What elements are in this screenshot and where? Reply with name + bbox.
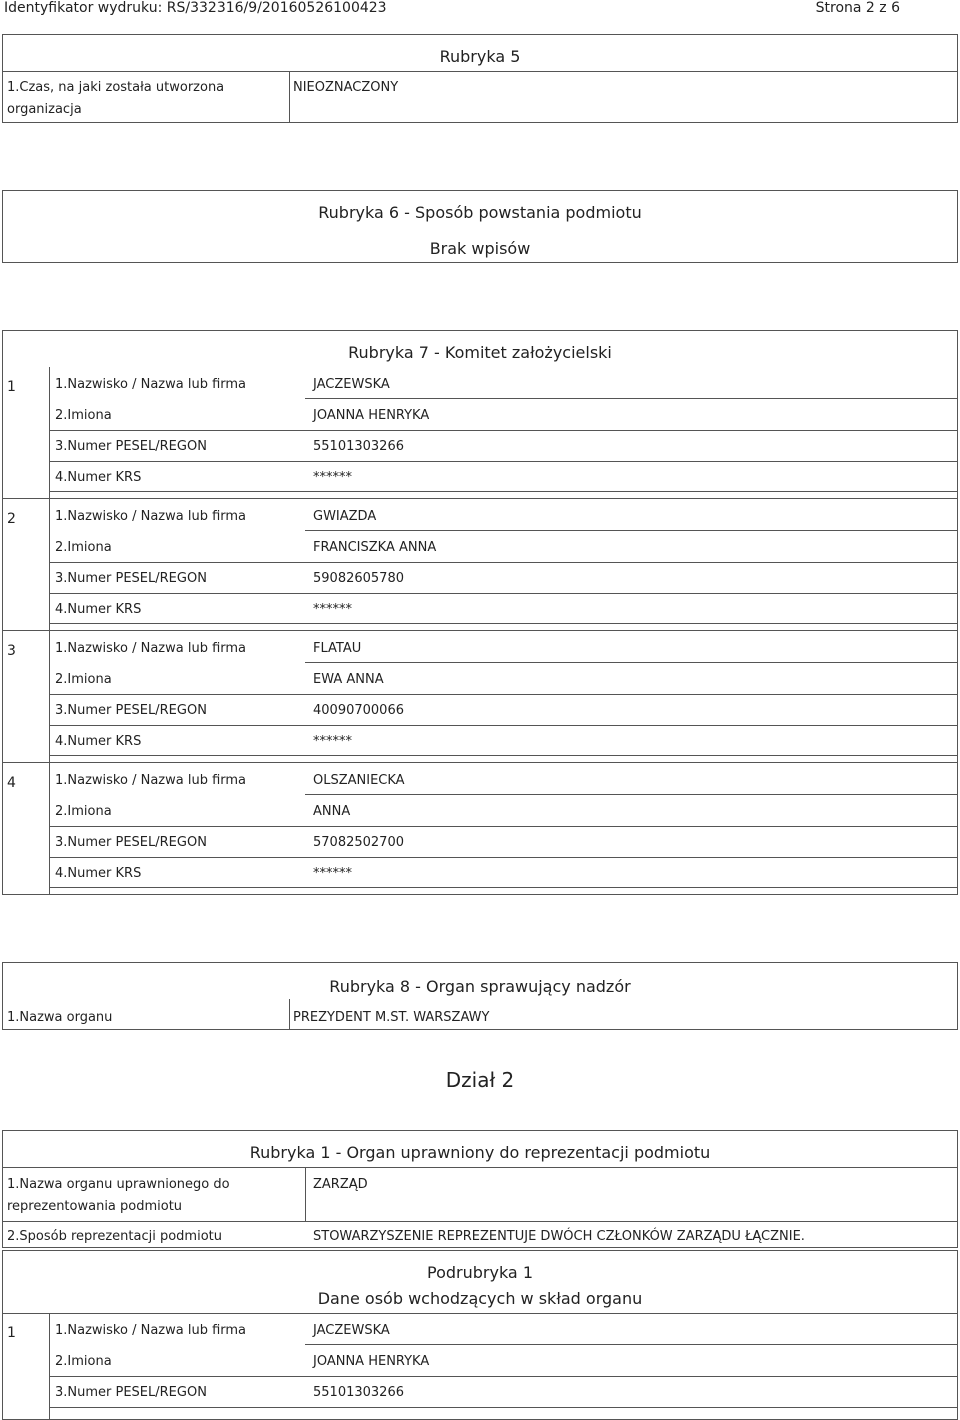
rubryka5-title: Rubryka 5 bbox=[439, 47, 521, 66]
rubryka8-title: Rubryka 8 - Organ sprawujący nadzór bbox=[329, 977, 631, 996]
founder-entry-number: 3 bbox=[7, 643, 16, 659]
label-name: 1.Nazwisko / Nazwa lub firma bbox=[55, 1323, 247, 1338]
representation-method-label: 2.Sposób reprezentacji podmiotu bbox=[7, 1229, 222, 1244]
value-pesel: 55101303266 bbox=[313, 439, 404, 454]
podrubryka1-subtitle: Dane osób wchodzących w skład organu bbox=[317, 1289, 643, 1308]
rubryka8-box bbox=[2, 962, 958, 1030]
rubryka8-value: PREZYDENT M.ST. WARSZAWY bbox=[293, 1010, 490, 1025]
founder-entry-number: 4 bbox=[7, 775, 16, 791]
rubryka7-box bbox=[2, 330, 958, 895]
value-first-names: FRANCISZKA ANNA bbox=[313, 540, 437, 555]
value-name: OLSZANIECKA bbox=[313, 773, 405, 788]
member-entry-number: 1 bbox=[7, 1325, 16, 1341]
value-name: GWIAZDA bbox=[313, 509, 377, 524]
rubryka8-label: 1.Nazwa organu bbox=[7, 1010, 113, 1025]
label-krs: 4.Numer KRS bbox=[55, 866, 142, 881]
page-number: Strona 2 z 6 bbox=[815, 0, 900, 16]
label-first-names: 2.Imiona bbox=[55, 540, 112, 555]
representative-organ-value: ZARZĄD bbox=[313, 1177, 368, 1192]
value-krs: ****** bbox=[313, 866, 352, 881]
founder-entry-2 bbox=[3, 499, 957, 631]
rubryka6-title: Rubryka 6 - Sposób powstania podmiotu bbox=[318, 203, 642, 222]
label-name: 1.Nazwisko / Nazwa lub firma bbox=[55, 773, 247, 788]
founder-entry-number: 1 bbox=[7, 379, 16, 395]
founder-entry-4 bbox=[3, 763, 957, 894]
label-krs: 4.Numer KRS bbox=[55, 734, 142, 749]
founder-entry-3 bbox=[3, 631, 957, 763]
value-krs: ****** bbox=[313, 734, 352, 749]
value-name: FLATAU bbox=[313, 641, 362, 656]
label-first-names: 2.Imiona bbox=[55, 672, 112, 687]
rubryka7-title: Rubryka 7 - Komitet założycielski bbox=[348, 343, 612, 362]
label-krs: 4.Numer KRS bbox=[55, 602, 142, 617]
label-name: 1.Nazwisko / Nazwa lub firma bbox=[55, 509, 247, 524]
value-pesel: 40090700066 bbox=[313, 703, 404, 718]
rubryka6-box bbox=[2, 190, 958, 263]
value-krs: ****** bbox=[313, 470, 352, 485]
label-pesel: 3.Numer PESEL/REGON bbox=[55, 571, 207, 586]
dzial2-rubryka1-box bbox=[2, 1130, 958, 1248]
label-pesel: 3.Numer PESEL/REGON bbox=[55, 439, 207, 454]
value-pesel: 55101303266 bbox=[313, 1385, 404, 1400]
label-first-names: 2.Imiona bbox=[55, 408, 112, 423]
rubryka5-value: NIEOZNACZONY bbox=[293, 80, 399, 95]
founder-entry-1 bbox=[3, 367, 957, 499]
label-name: 1.Nazwisko / Nazwa lub firma bbox=[55, 377, 247, 392]
value-krs: ****** bbox=[313, 602, 352, 617]
print-identifier: Identyfikator wydruku: RS/332316/9/20160526100423 bbox=[4, 0, 387, 16]
label-pesel: 3.Numer PESEL/REGON bbox=[55, 835, 207, 850]
value-first-names: JOANNA HENRYKA bbox=[313, 408, 430, 423]
value-name: JACZEWSKA bbox=[313, 377, 390, 392]
value-first-names: EWA ANNA bbox=[313, 672, 384, 687]
value-first-names: ANNA bbox=[313, 804, 351, 819]
rubryka6-empty-text: Brak wpisów bbox=[429, 239, 531, 258]
representative-organ-label-line1: 1.Nazwa organu uprawnionego do bbox=[7, 1177, 230, 1192]
label-name: 1.Nazwisko / Nazwa lub firma bbox=[55, 641, 247, 656]
label-first-names: 2.Imiona bbox=[55, 804, 112, 819]
label-krs: 4.Numer KRS bbox=[55, 470, 142, 485]
value-name: JACZEWSKA bbox=[313, 1323, 390, 1338]
podrubryka1-title: Podrubryka 1 bbox=[427, 1263, 533, 1282]
value-pesel: 59082605780 bbox=[313, 571, 404, 586]
value-first-names: JOANNA HENRYKA bbox=[313, 1354, 430, 1369]
label-pesel: 3.Numer PESEL/REGON bbox=[55, 1385, 207, 1400]
value-pesel: 57082502700 bbox=[313, 835, 404, 850]
podrubryka1-box bbox=[2, 1250, 958, 1420]
representative-organ-label-line2: reprezentowania podmiotu bbox=[7, 1199, 183, 1214]
section-title: Dział 2 bbox=[445, 1068, 515, 1092]
rubryka5-label-line1: 1.Czas, na jaki została utworzona bbox=[7, 80, 225, 95]
representation-method-value: STOWARZYSZENIE REPREZENTUJE DWÓCH CZŁONKÓW ZARZĄDU ŁĄCZNIE. bbox=[313, 1229, 805, 1244]
rubryka5-label-line2: organizacja bbox=[7, 102, 82, 117]
rubryka5-box bbox=[2, 34, 958, 123]
label-first-names: 2.Imiona bbox=[55, 1354, 112, 1369]
dzial2-rubryka1-title: Rubryka 1 - Organ uprawniony do reprezentacji podmiotu bbox=[249, 1143, 711, 1162]
founder-entry-number: 2 bbox=[7, 511, 16, 527]
label-pesel: 3.Numer PESEL/REGON bbox=[55, 703, 207, 718]
